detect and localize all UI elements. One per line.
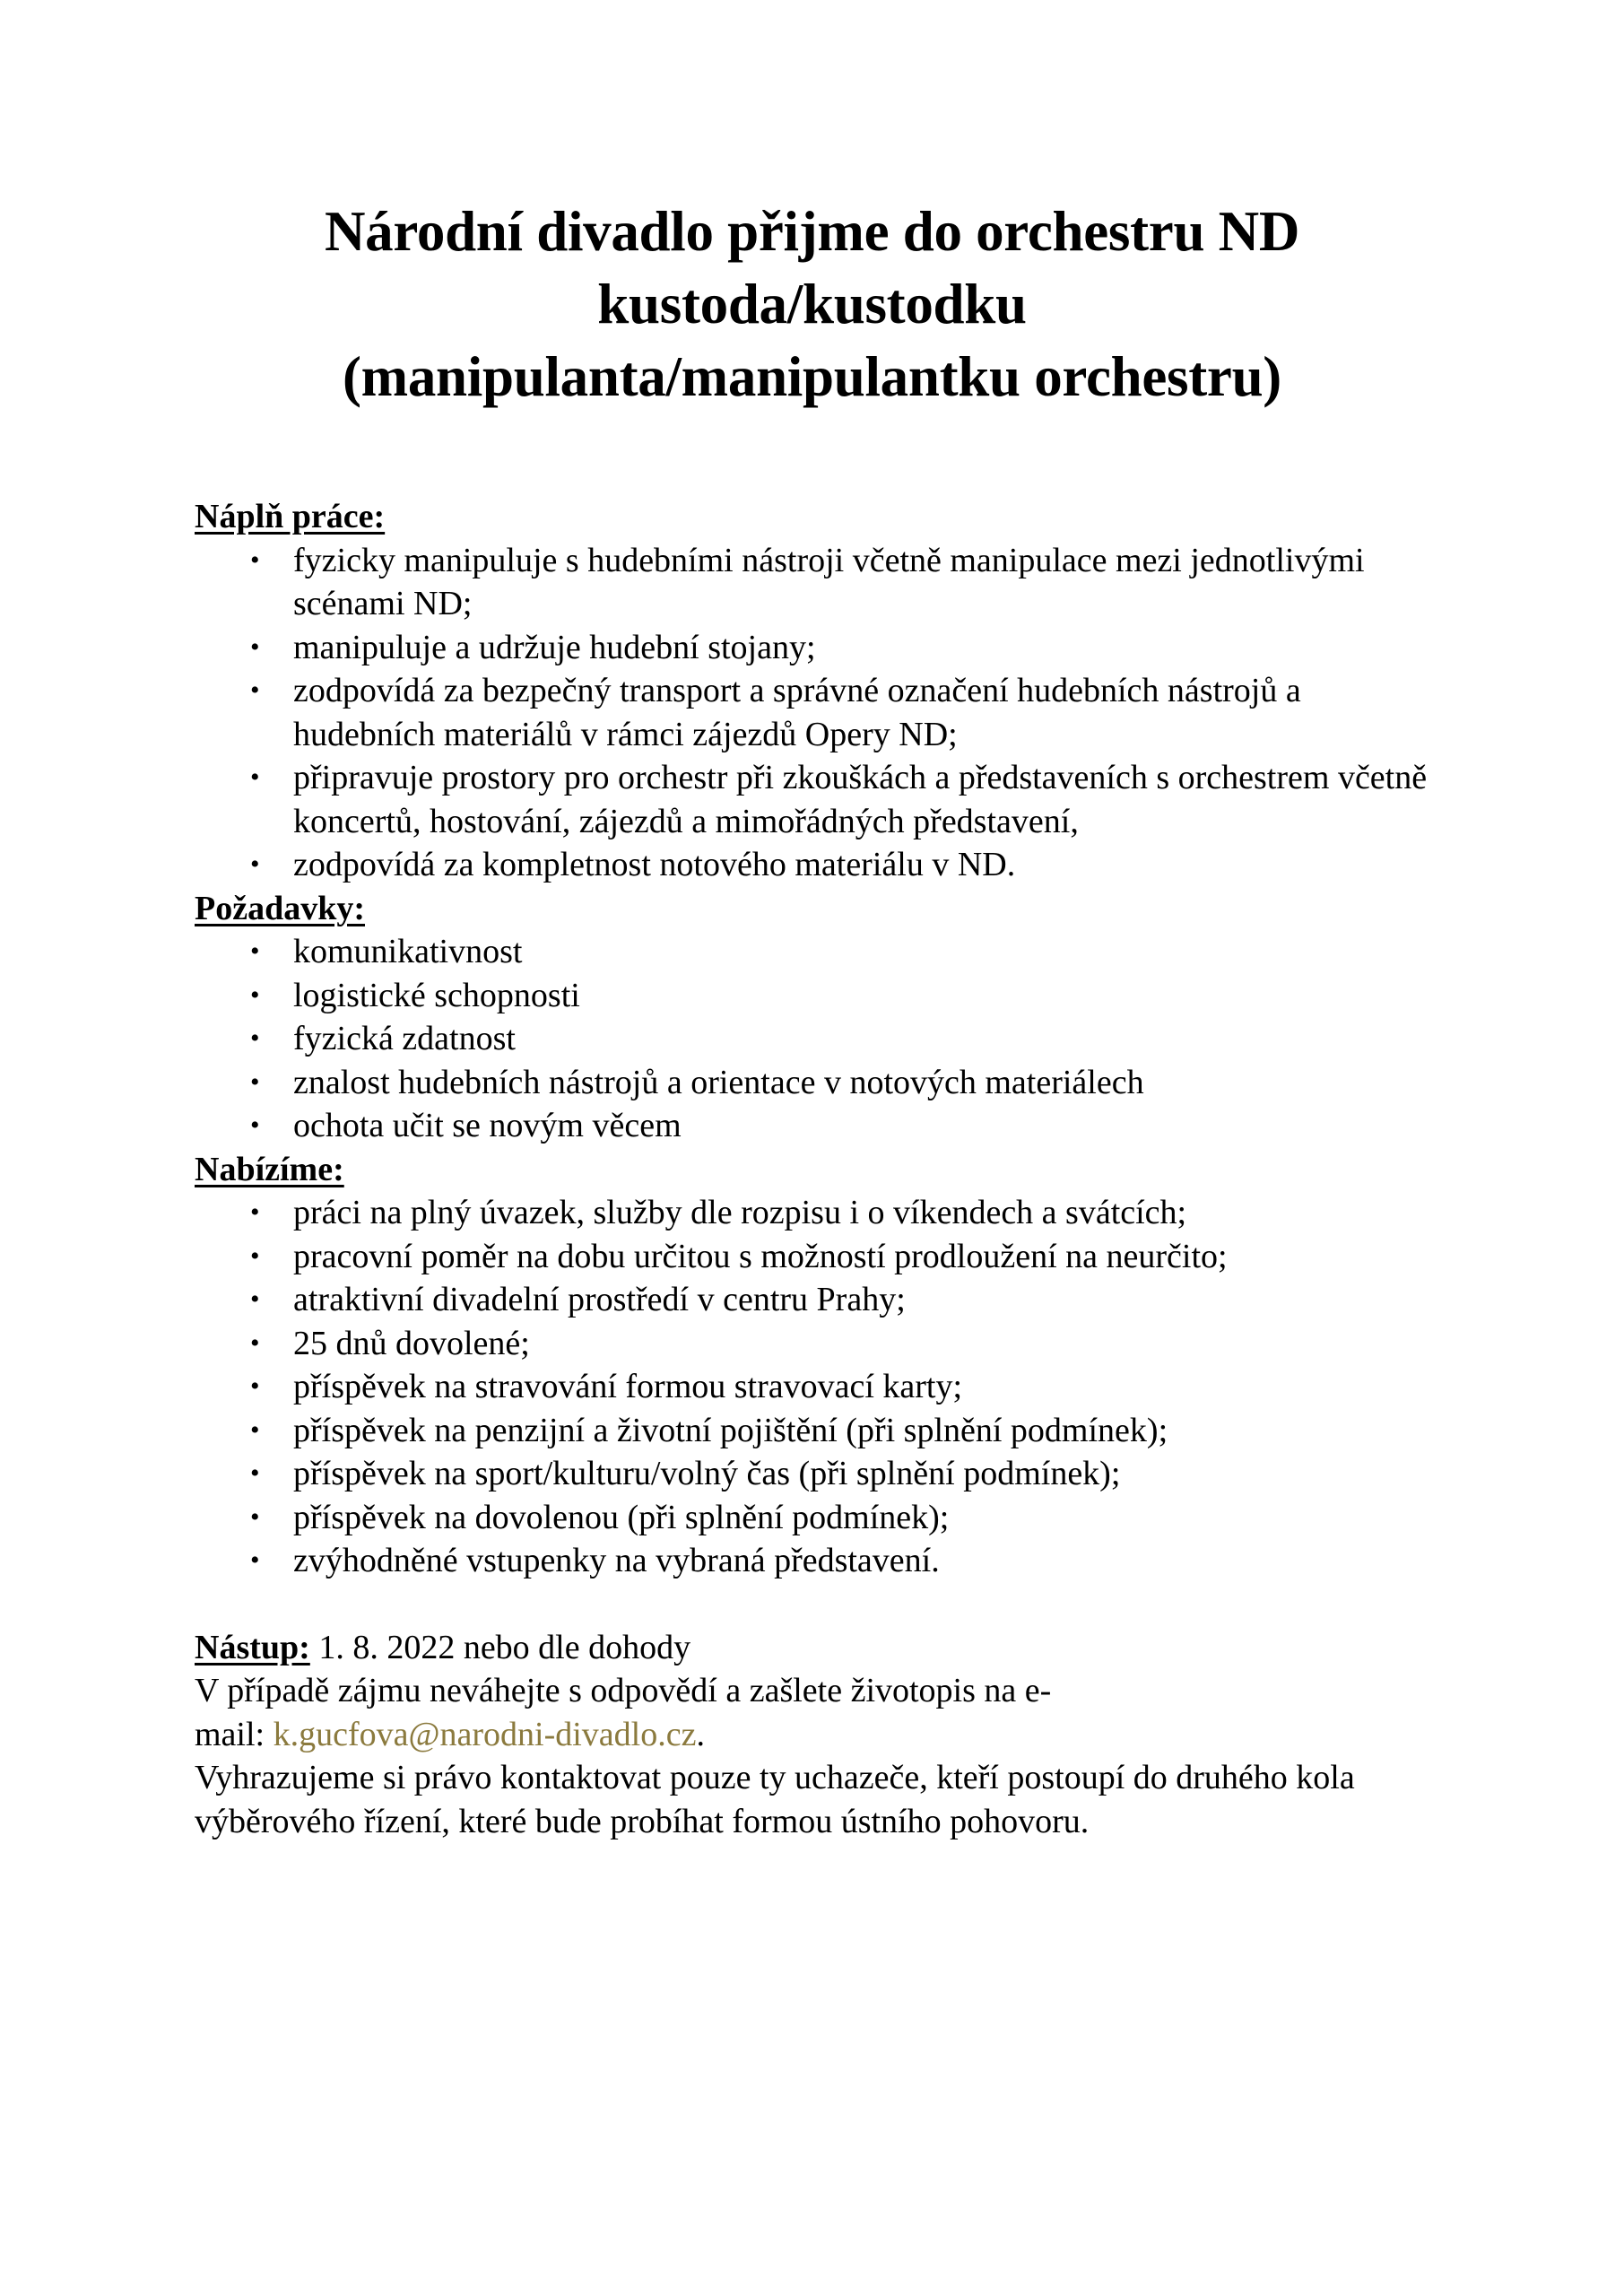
list-item <box>195 1496 1450 1540</box>
list-item <box>195 1278 1450 1322</box>
list-item-text: zodpovídá za kompletnost notového materiálu v ND. <box>293 846 1016 883</box>
bullet-icon: • <box>250 849 260 879</box>
list-item <box>195 1235 1450 1279</box>
list-item <box>195 539 1450 626</box>
document-body <box>195 495 1450 1843</box>
list-item <box>195 669 1450 756</box>
bullet-icon: • <box>250 1501 260 1532</box>
bullet-icon: • <box>250 979 260 1010</box>
contact-email-link[interactable]: k.gucfova@narodni-divadlo.cz <box>273 1715 697 1753</box>
list-item <box>195 1409 1450 1453</box>
list-item-text: příspěvek na penzijní a životní pojištění (při splnění podmínek); <box>293 1411 1168 1449</box>
list-item <box>195 1191 1450 1235</box>
section-heading-job-description: Náplň práce: <box>195 498 386 535</box>
bullet-icon: • <box>250 1240 260 1271</box>
section-heading-offer: Nabízíme: <box>195 1150 344 1188</box>
contact-line-2 <box>195 1713 1450 1757</box>
bullet-icon: • <box>250 1066 260 1097</box>
list-item <box>195 1322 1450 1366</box>
bullet-icon: • <box>250 1371 260 1401</box>
section-job-description <box>195 495 1450 887</box>
bullet-icon: • <box>250 1023 260 1053</box>
contact-email-suffix: . <box>696 1715 705 1753</box>
list-item-text: fyzicky manipuluje s hudebními nástroji včetně manipulace mezi jednotlivými scénami ND; <box>293 541 1365 622</box>
bullet-icon: • <box>250 1414 260 1445</box>
list-item <box>195 1365 1450 1409</box>
title-line-2: kustoda/kustodku <box>597 273 1027 335</box>
start-date-value: 1. 8. 2022 nebo dle dohody <box>309 1628 691 1666</box>
section-requirements <box>195 887 1450 1148</box>
list-item-text: fyzická zdatnost <box>293 1020 516 1057</box>
list-item-text: ochota učit se novým věcem <box>293 1107 682 1144</box>
list-item-text: manipuluje a udržuje hudební stojany; <box>293 628 816 666</box>
section-heading-requirements: Požadavky: <box>195 889 365 927</box>
list-item <box>195 1452 1450 1496</box>
bullet-icon: • <box>250 631 260 662</box>
list-item <box>195 930 1450 974</box>
bullet-icon: • <box>250 1110 260 1140</box>
list-item-text: komunikativnost <box>293 933 523 970</box>
list-item-text: logistické schopnosti <box>293 976 580 1014</box>
list-item <box>195 1539 1450 1583</box>
contact-line-1: V případě zájmu neváhejte s odpovědí a zašlete životopis na e- <box>195 1672 1052 1709</box>
list-item-text: zodpovídá za bezpečný transport a správné označení hudebních nástrojů a hudebních materiálů v rámci zájezdů Opery ND; <box>293 672 1301 753</box>
list-item-text: pracovní poměr na dobu určitou s možností prodloužení na neurčito; <box>293 1237 1228 1275</box>
requirements-list <box>195 930 1450 1148</box>
list-item-text: příspěvek na sport/kulturu/volný čas (při splnění podmínek); <box>293 1455 1121 1492</box>
section-closing <box>195 1626 1450 1844</box>
bullet-icon: • <box>250 1284 260 1314</box>
start-date-line <box>195 1626 1450 1670</box>
list-item <box>195 756 1450 843</box>
list-item-text: atraktivní divadelní prostředí v centru Prahy; <box>293 1281 906 1318</box>
bullet-icon: • <box>250 936 260 966</box>
bullet-icon: • <box>250 1458 260 1488</box>
bullet-icon: • <box>250 1197 260 1227</box>
list-item <box>195 1104 1450 1148</box>
title-line-1: Národní divadlo přijme do orchestru ND <box>324 200 1300 263</box>
bullet-icon: • <box>250 1545 260 1575</box>
list-item <box>195 974 1450 1018</box>
list-item-text: znalost hudebních nástrojů a orientace v notových materiálech <box>293 1063 1144 1101</box>
list-item-text: 25 dnů dovolené; <box>293 1324 530 1362</box>
section-offer <box>195 1148 1450 1583</box>
bullet-icon: • <box>250 544 260 575</box>
contact-email-prefix: mail: <box>195 1715 274 1753</box>
list-item <box>195 1017 1450 1061</box>
page-title <box>0 196 1624 413</box>
list-item <box>195 1061 1450 1105</box>
bullet-icon: • <box>250 762 260 792</box>
list-item-text: připravuje prostory pro orchestr při zkouškách a představeních s orchestrem včetně koncertů, hostování, zájezdů a mimořádných představení, <box>293 759 1428 840</box>
start-date-label: Nástup: <box>195 1628 310 1666</box>
job-description-list <box>195 539 1450 887</box>
disclaimer-text: Vyhrazujeme si právo kontaktovat pouze ty uchazeče, kteří postoupí do druhého kola výběrového řízení, které bude probíhat formou ústního pohovoru. <box>195 1759 1355 1840</box>
list-item-text: příspěvek na dovolenou (při splnění podmínek); <box>293 1498 950 1536</box>
list-item <box>195 843 1450 887</box>
bullet-icon: • <box>250 1327 260 1358</box>
bullet-icon: • <box>250 675 260 705</box>
title-line-3: (manipulanta/manipulantku orchestru) <box>342 345 1281 408</box>
list-item-text: práci na plný úvazek, služby dle rozpisu i o víkendech a svátcích; <box>293 1194 1187 1231</box>
list-item-text: zvýhodněné vstupenky na vybraná představení. <box>293 1542 940 1579</box>
list-item-text: příspěvek na stravování formou stravovací karty; <box>293 1368 963 1405</box>
list-item <box>195 626 1450 670</box>
offer-list <box>195 1191 1450 1583</box>
